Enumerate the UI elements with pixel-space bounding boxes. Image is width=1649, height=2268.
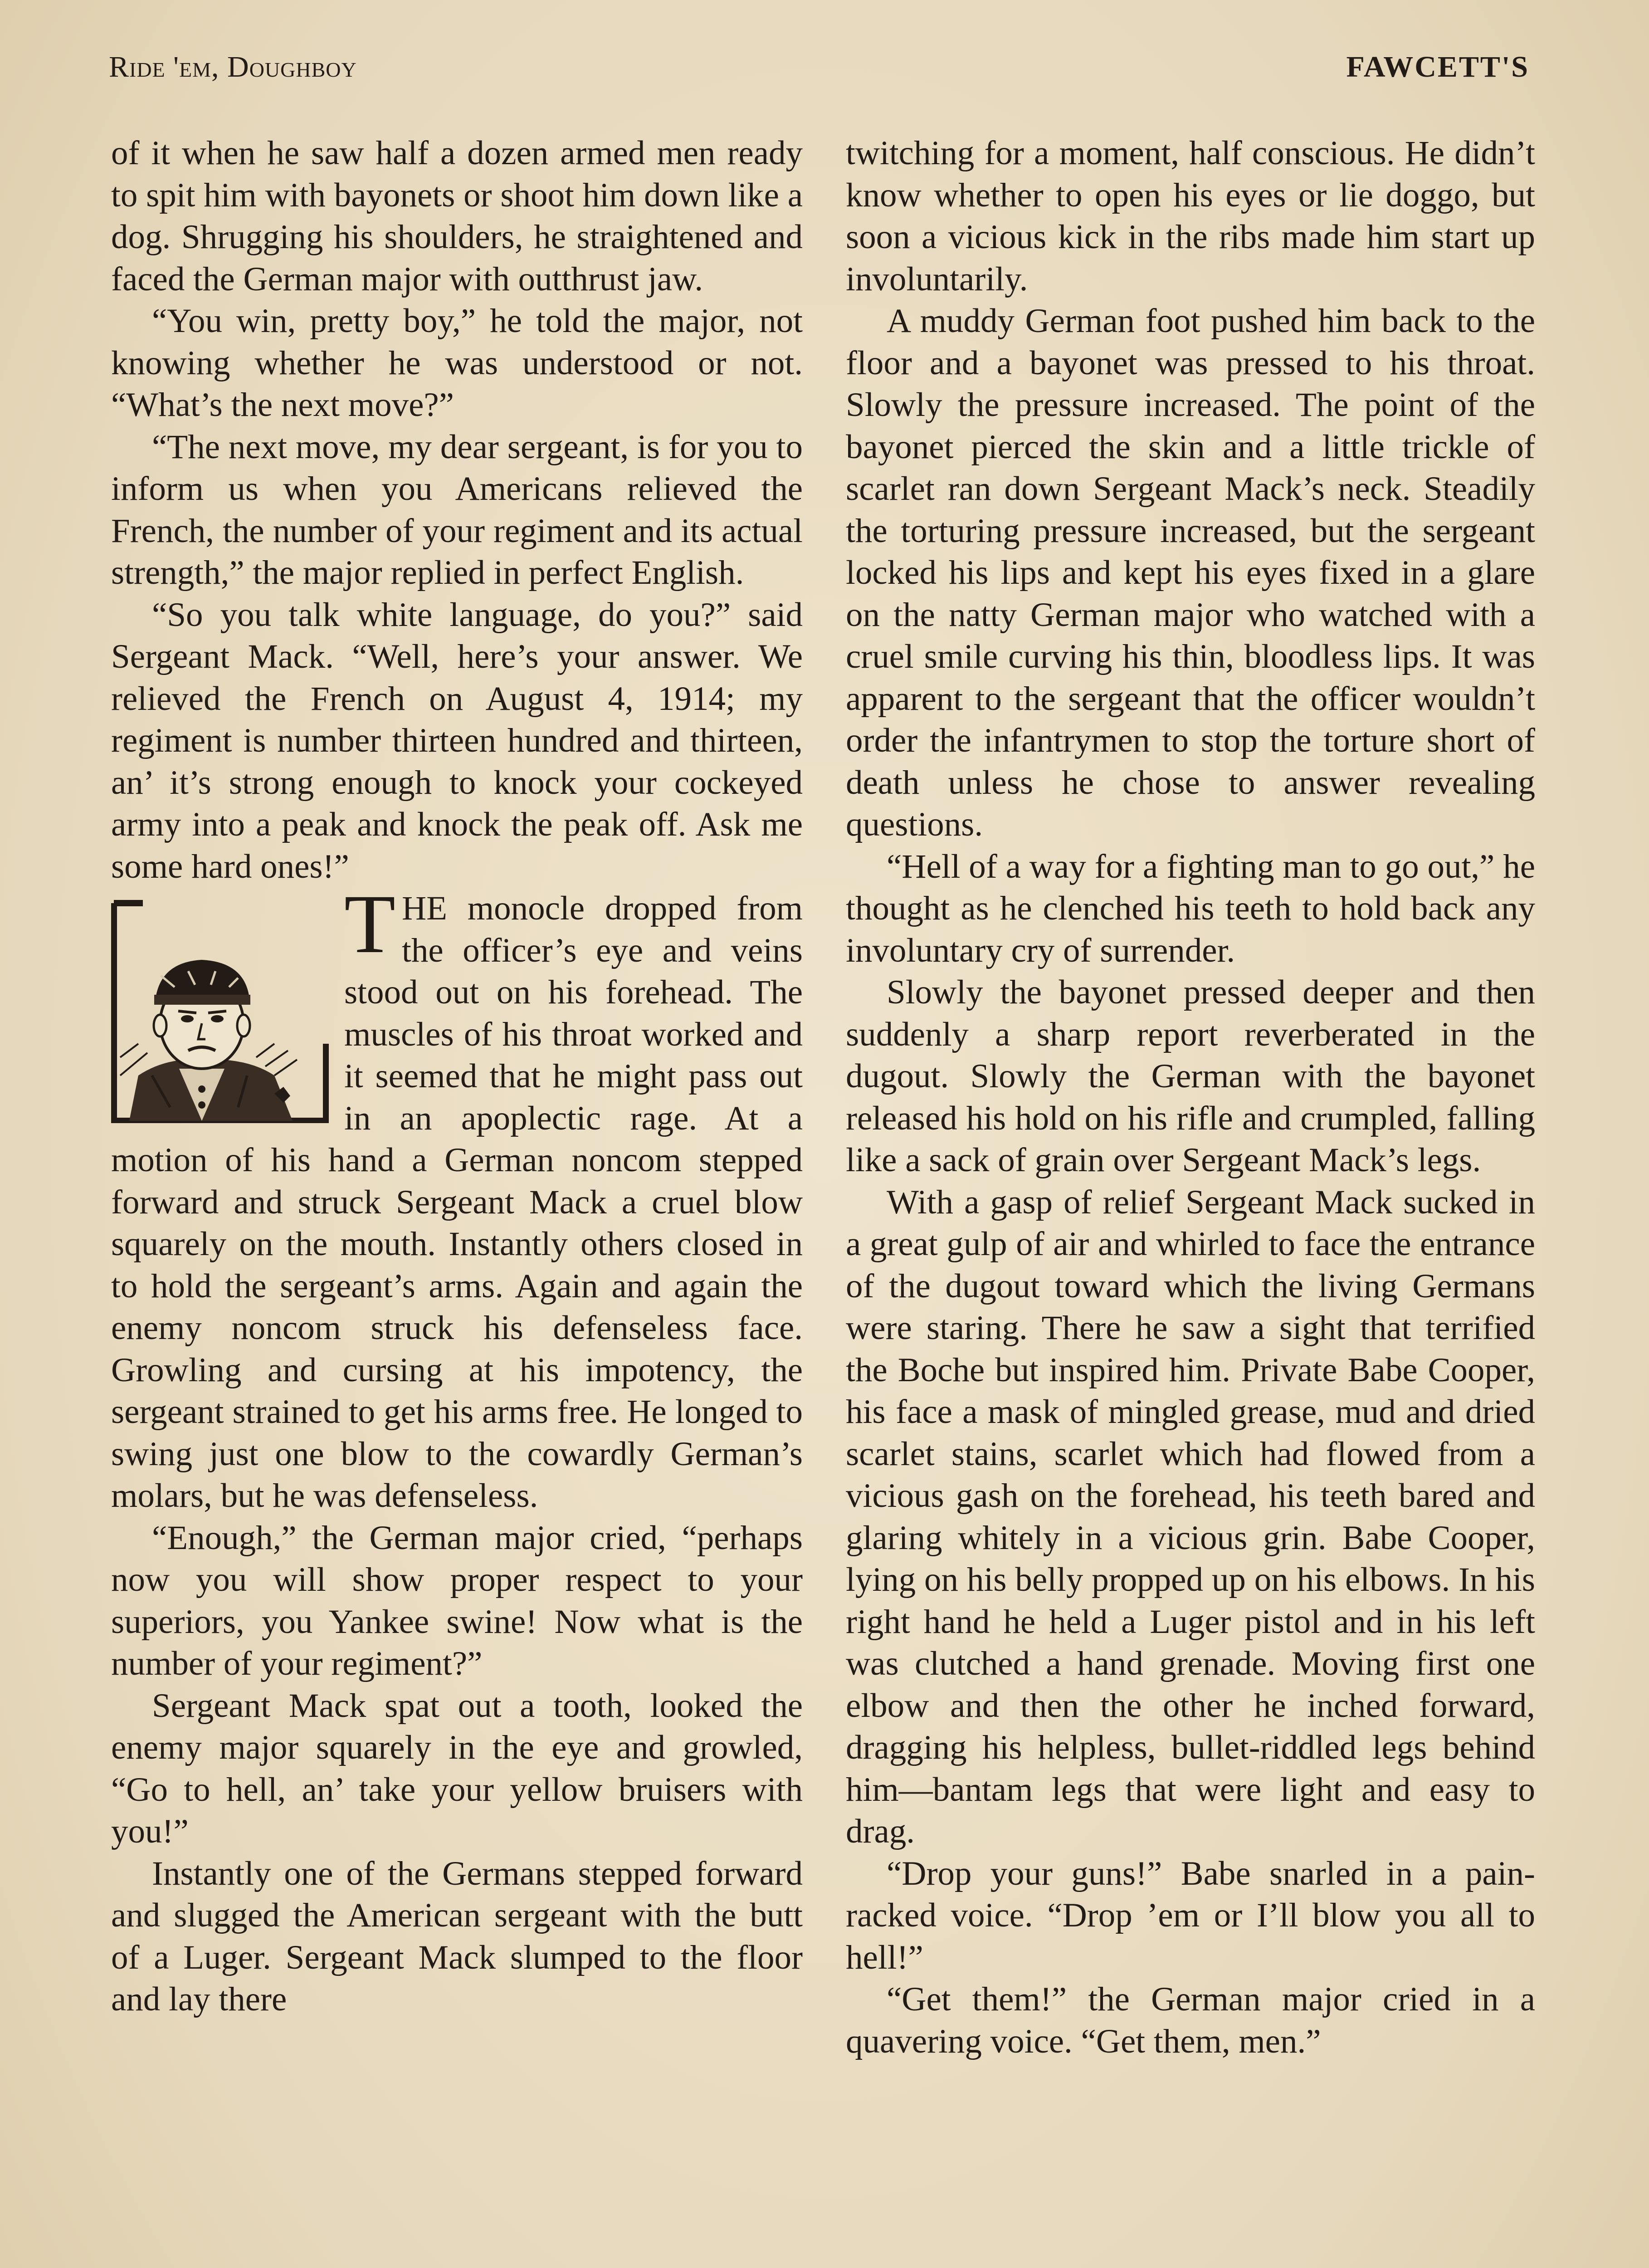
- page-header: [109, 50, 1529, 100]
- drop-cap-letter: T: [344, 878, 396, 971]
- paragraph-text: HE monocle dropped from the officer’s eye and veins stood out on his forehead. The muscles of his throat worked and it seemed that he might pass out in an apoplectic rage. At a motion of his hand a German noncom stepped forward and struck Sergeant Mack a cruel blow squarely on the mouth. Instantly others closed in to hold the sergeant’s arms. Again and again the enemy noncom struck his defenseless face. Growling and cursing at his impotency, the sergeant strained to get his arms free. He longed to swing just one blow to the cowardly German’s molars, but he was defenseless.: [111, 890, 803, 1515]
- paragraph: “Drop your guns!” Babe snarled in a pain-racked voice. “Drop ’em or I’ll blow you all to hell!”: [846, 1854, 1535, 1976]
- left-column: [111, 132, 803, 2021]
- paragraph: “Hell of a way for a fighting man to go out,” he thought as he clenched his teeth to hold back any involuntary cry of surrender.: [846, 847, 1535, 969]
- paragraph: “The next move, my dear sergeant, is for you to inform us when you Americans relieved the French, the number of your regiment and its actual strength,” the major replied in perfect English.: [111, 428, 803, 591]
- running-title: Ride 'em, Doughboy: [109, 50, 357, 83]
- soldier-portrait-icon: [111, 894, 329, 1123]
- right-column: [846, 132, 1535, 2063]
- paragraph: “Enough,” the German major cried, “perhaps now you will show proper respect to your superiors, you Yankee swine! Now what is the number of your regiment?”: [111, 1519, 803, 1682]
- paragraph: “Get them!” the German major cried in a quavering voice. “Get them, men.”: [846, 1980, 1535, 2060]
- paragraph: of it when he saw half a dozen armed men ready to spit him with bayonets or shoot him down like a dog. Shrugging his shoulders, he straightened and faced the German major with outthrust jaw.: [111, 134, 803, 298]
- magazine-name: FAWCETT'S: [1346, 50, 1529, 83]
- paragraph: With a gasp of relief Sergeant Mack sucked in a great gulp of air and whirled to face the entrance of the dugout toward which the living Germans were staring. There he saw a sight that terrified the Boche but inspired him. Private Babe Cooper, his face a mask of mingled grease, mud and dried scarlet stains, scarlet which had flowed from a vicious gash on the forehead, his teeth bared and glaring whitely in a vicious grin. Babe Cooper, lying on his belly propped up on his elbows. In his right hand he held a Luger pistol and in his left was clutched a hand grenade. Moving first one elbow and then the other he inched forward, dragging his helpless, bullet-riddled legs behind him—bantam legs that were light and easy to drag.: [846, 1183, 1535, 1850]
- paragraph: twitching for a moment, half conscious. He didn’t know whether to open his eyes or lie doggo, but soon a vicious kick in the ribs made him start up involuntarily.: [846, 134, 1535, 298]
- paragraph: “So you talk white language, do you?” said Sergeant Mack. “Well, here’s your answer. We relieved the French on August 4, 1914; my regiment is number thirteen hundred and thirteen, an’ it’s strong enough to knock your cockeyed army into a peak and knock the peak off. Ask me some hard ones!”: [111, 596, 803, 885]
- paragraph: Instantly one of the Germans stepped forward and slugged the American sergeant with the butt of a Luger. Sergeant Mack slumped to the floor and lay there: [111, 1854, 803, 2018]
- paragraph: “You win, pretty boy,” he told the major, not knowing whether he was understood or not. “What’s the next move?”: [111, 302, 803, 424]
- paragraph: A muddy German foot pushed him back to the floor and a bayonet was pressed to his throat. Slowly the pressure increased. The point of the bayonet pierced the skin and a little trickle of scarlet ran down Sergeant Mack’s neck. Steadily the torturing pressure increased, but the sergeant locked his lips and kept his eyes fixed in a glare on the natty German major who watched with a cruel smile curving his thin, bloodless lips. It was apparent to the sergeant that the officer wouldn’t order the infantrymen to stop the torture short of death unless he chose to answer revealing questions.: [846, 302, 1535, 843]
- paragraph: Slowly the bayonet pressed deeper and then suddenly a sharp report reverberated in the dugout. Slowly the German with the bayonet released his hold on his rifle and crumpled, falling like a sack of grain over Sergeant Mack’s legs.: [846, 973, 1535, 1179]
- paragraph: Sergeant Mack spat out a tooth, looked the enemy major squarely in the eye and growled, “Go to hell, an’ take your yellow bruisers with you!”: [111, 1686, 803, 1850]
